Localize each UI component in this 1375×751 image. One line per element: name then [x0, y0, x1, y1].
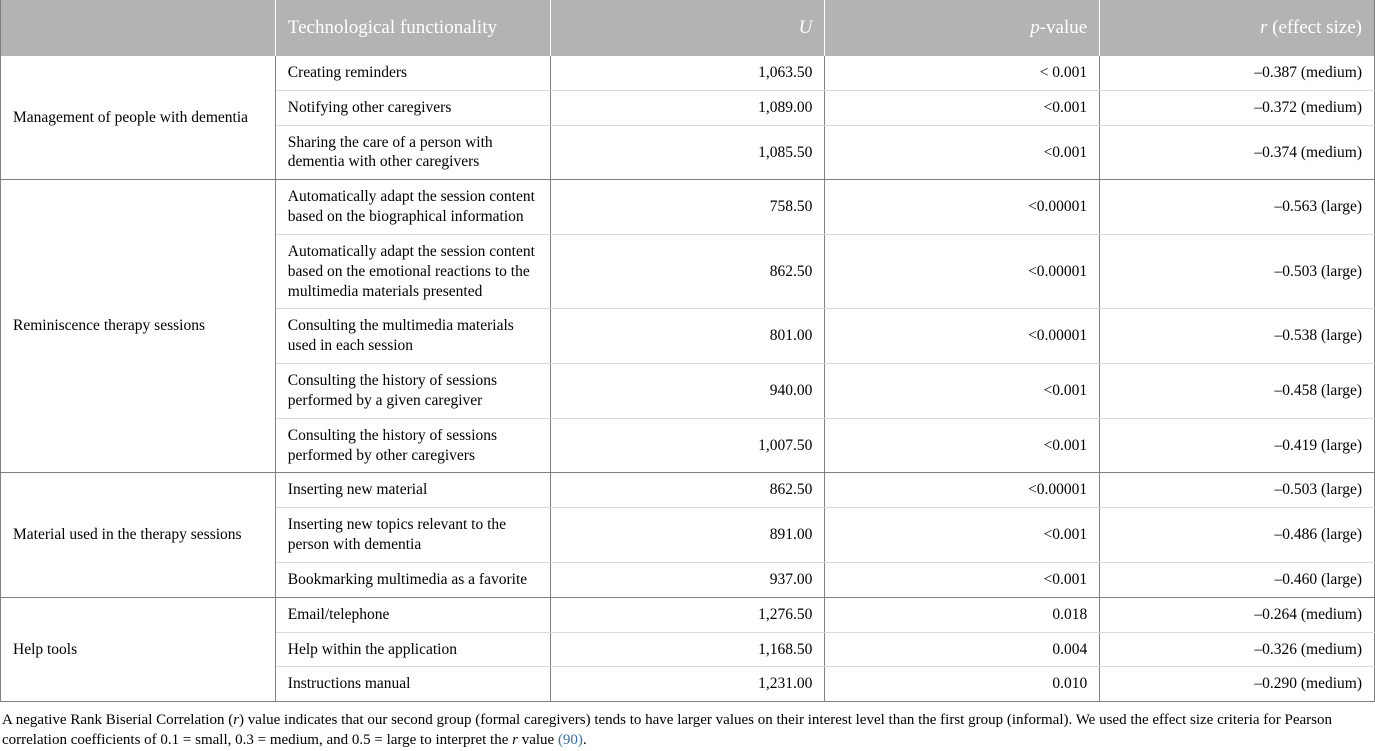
row-p-value: <0.001	[825, 508, 1100, 563]
header-functionality: Technological functionality	[275, 0, 550, 56]
row-r-value: –0.458 (large)	[1100, 364, 1375, 419]
row-r-value: –0.460 (large)	[1100, 562, 1375, 597]
row-r-value: –0.419 (large)	[1100, 418, 1375, 473]
table-header	[1, 0, 1375, 56]
row-u-value: 1,063.50	[550, 56, 825, 90]
header-p-suffix: -value	[1039, 17, 1088, 38]
table-row	[1, 597, 1375, 632]
row-u-value: 862.50	[550, 473, 825, 508]
row-group-label: Reminiscence therapy sessions	[1, 180, 276, 473]
header-r-suffix: (effect size)	[1267, 17, 1362, 38]
row-p-value: <0.001	[825, 364, 1100, 419]
row-functionality: Notifying other caregivers	[275, 90, 550, 125]
table-row	[1, 56, 1375, 90]
row-functionality: Email/telephone	[275, 597, 550, 632]
row-r-value: –0.326 (medium)	[1100, 632, 1375, 667]
row-functionality: Consulting the multimedia materials used in each session	[275, 309, 550, 364]
row-p-value: <0.00001	[825, 473, 1100, 508]
row-r-value: –0.290 (medium)	[1100, 667, 1375, 702]
row-functionality: Consulting the history of sessions performed by a given caregiver	[275, 364, 550, 419]
row-r-value: –0.486 (large)	[1100, 508, 1375, 563]
row-p-value: 0.018	[825, 597, 1100, 632]
row-group-label: Help tools	[1, 597, 276, 701]
row-u-value: 801.00	[550, 309, 825, 364]
row-u-value: 1,085.50	[550, 125, 825, 180]
header-r-italic: r	[1260, 17, 1268, 38]
row-u-value: 1,168.50	[550, 632, 825, 667]
row-p-value: <0.00001	[825, 309, 1100, 364]
row-p-value: <0.001	[825, 418, 1100, 473]
row-r-value: –0.503 (large)	[1100, 234, 1375, 308]
row-r-value: –0.264 (medium)	[1100, 597, 1375, 632]
header-r	[1100, 0, 1375, 56]
row-functionality: Automatically adapt the session content based on the biographical information	[275, 180, 550, 235]
row-r-value: –0.538 (large)	[1100, 309, 1375, 364]
row-u-value: 1,231.00	[550, 667, 825, 702]
row-p-value: 0.004	[825, 632, 1100, 667]
row-u-value: 862.50	[550, 234, 825, 308]
row-r-value: –0.563 (large)	[1100, 180, 1375, 235]
row-p-value: <0.00001	[825, 180, 1100, 235]
footnote-part4: .	[582, 732, 587, 749]
row-r-value: –0.374 (medium)	[1100, 125, 1375, 180]
table-row	[1, 473, 1375, 508]
row-u-value: 891.00	[550, 508, 825, 563]
row-p-value: <0.001	[825, 125, 1100, 180]
row-functionality: Inserting new material	[275, 473, 550, 508]
row-r-value: –0.372 (medium)	[1100, 90, 1375, 125]
row-p-value: < 0.001	[825, 56, 1100, 90]
header-u	[550, 0, 825, 56]
row-u-value: 758.50	[550, 180, 825, 235]
row-u-value: 940.00	[550, 364, 825, 419]
row-p-value: 0.010	[825, 667, 1100, 702]
footnote-part3: value	[517, 732, 558, 749]
row-p-value: <0.00001	[825, 234, 1100, 308]
row-functionality: Consulting the history of sessions performed by other caregivers	[275, 418, 550, 473]
table-body	[1, 56, 1375, 702]
footnote-italic-r-2: r	[512, 732, 518, 749]
footnote-part2: ) value indicates that our second group (formal caregivers) tends to have larger values on their interest level than the first group (informal). We used the effect size criteria for Pearson correlation coefficients of 0.1 = small, 0.3 = medium, and 0.5 = large to interpret the	[2, 712, 1333, 749]
footnote-part1: A negative Rank Biserial Correlation (	[2, 712, 234, 729]
row-u-value: 1,089.00	[550, 90, 825, 125]
footnote-reference-link[interactable]: (90)	[557, 732, 583, 749]
row-functionality: Instructions manual	[275, 667, 550, 702]
header-p-italic: p	[1030, 17, 1040, 38]
row-group-label: Management of people with dementia	[1, 56, 276, 180]
row-functionality: Creating reminders	[275, 56, 550, 90]
row-group-label: Material used in the therapy sessions	[1, 473, 276, 597]
table-row	[1, 180, 1375, 235]
row-functionality: Bookmarking multimedia as a favorite	[275, 562, 550, 597]
row-u-value: 1,276.50	[550, 597, 825, 632]
row-r-value: –0.503 (large)	[1100, 473, 1375, 508]
table-footnote	[0, 702, 1375, 751]
row-functionality: Inserting new topics relevant to the person with dementia	[275, 508, 550, 563]
row-functionality: Help within the application	[275, 632, 550, 667]
row-functionality: Sharing the care of a person with dementia with other caregivers	[275, 125, 550, 180]
row-u-value: 1,007.50	[550, 418, 825, 473]
header-u-label: U	[798, 17, 813, 38]
row-p-value: <0.001	[825, 562, 1100, 597]
header-row	[1, 0, 1375, 56]
row-p-value: <0.001	[825, 90, 1100, 125]
header-group	[1, 0, 276, 56]
footnote-italic-r-1: r	[233, 712, 240, 729]
row-functionality: Automatically adapt the session content based on the emotional reactions to the multimedia materials presented	[275, 234, 550, 308]
row-u-value: 937.00	[550, 562, 825, 597]
header-p	[825, 0, 1100, 56]
row-r-value: –0.387 (medium)	[1100, 56, 1375, 90]
